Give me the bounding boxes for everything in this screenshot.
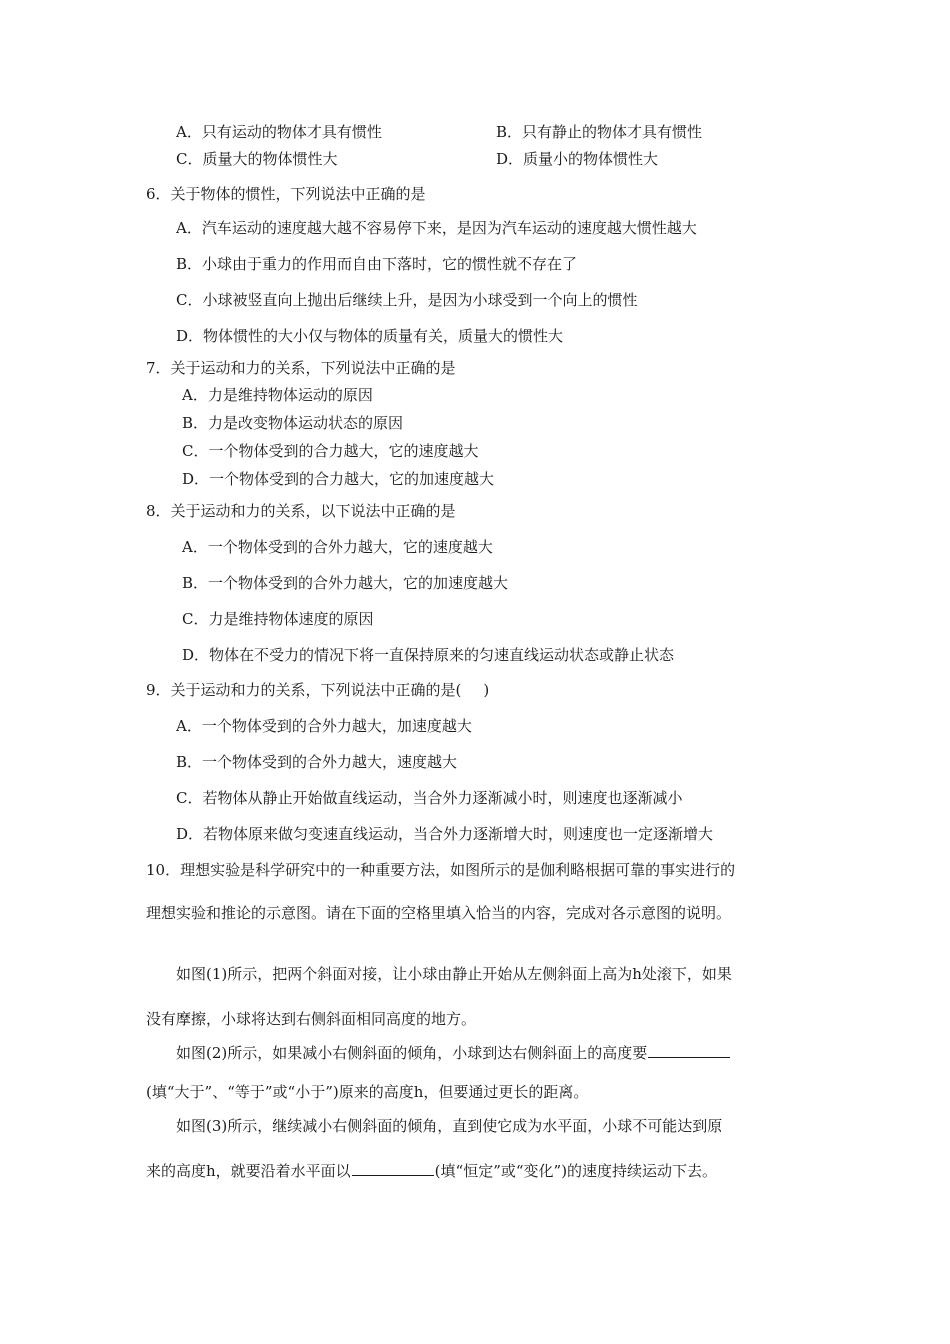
q8-option-b: B．一个物体受到的合外力越大，它的加速度越大 — [182, 574, 509, 592]
q10-para3-text-a: 来的高度h，就要沿着水平面以 — [146, 1162, 351, 1180]
q5-option-d: D．质量小的物体惯性大 — [496, 150, 659, 168]
q7-option-d: D．一个物体受到的合力越大，它的加速度越大 — [182, 470, 495, 488]
q9-option-c: C．若物体从静止开始做直线运动，当合外力逐渐减小时，则速度也逐渐减小 — [176, 789, 683, 807]
q8-stem: 8．关于运动和力的关系，以下说法中正确的是 — [146, 502, 456, 520]
q10-stem-line2: 理想实验和推论的示意图。请在下面的空格里填入恰当的内容，完成对各示意图的说明。 — [146, 904, 732, 922]
q9-stem-text: 9．关于运动和力的关系，下列说法中正确的是( — [146, 681, 462, 699]
q10-para3-line2 — [146, 1160, 717, 1181]
q6-option-b: B．小球由于重力的作用而自由下落时，它的惯性就不存在了 — [176, 255, 578, 273]
q10-para2-line1 — [176, 1042, 731, 1063]
q10-para3-line1: 如图(3)所示，继续减小右侧斜面的倾角，直到使它成为水平面，小球不可能达到原 — [176, 1117, 723, 1135]
fill-in-blank-2[interactable] — [352, 1160, 434, 1176]
q6-option-a: A．汽车运动的速度越大越不容易停下来，是因为汽车运动的速度越大惯性越大 — [176, 219, 697, 237]
q9-stem — [146, 680, 489, 700]
q5-option-a: A．只有运动的物体才具有惯性 — [176, 123, 382, 141]
q10-para2-text: 如图(2)所示，如果减小右侧斜面的倾角，小球到达右侧斜面上的高度要 — [176, 1044, 648, 1062]
q8-option-c: C．力是维持物体速度的原因 — [182, 610, 374, 628]
q9-option-a: A．一个物体受到的合外力越大，加速度越大 — [176, 717, 472, 735]
q7-option-c: C．一个物体受到的合力越大，它的速度越大 — [182, 442, 479, 460]
q9-option-d: D．若物体原来做匀变速直线运动，当合外力逐渐增大时，则速度也一定逐渐增大 — [176, 825, 714, 843]
q6-option-d: D．物体惯性的大小仅与物体的质量有关，质量大的惯性大 — [176, 327, 564, 345]
q9-option-b: B．一个物体受到的合外力越大，速度越大 — [176, 753, 458, 771]
q5-option-b: B．只有静止的物体才具有惯性 — [496, 123, 703, 141]
q10-para1-line2: 没有摩擦，小球将达到右侧斜面相同高度的地方。 — [146, 1010, 477, 1028]
q6-stem: 6．关于物体的惯性，下列说法中正确的是 — [146, 185, 426, 203]
q7-option-b: B．力是改变物体运动状态的原因 — [182, 414, 404, 432]
q7-stem: 7．关于运动和力的关系，下列说法中正确的是 — [146, 359, 456, 377]
q10-stem-line1: 10．理想实验是科学研究中的一种重要方法，如图所示的是伽利略根据可靠的事实进行的 — [146, 861, 736, 879]
q6-option-c: C．小球被竖直向上抛出后继续上升，是因为小球受到一个向上的惯性 — [176, 291, 638, 309]
q8-option-d: D．物体在不受力的情况下将一直保持原来的匀速直线运动状态或静止状态 — [182, 646, 675, 664]
q10-para2-line2: (填“大于”、“等于”或“小于”)原来的高度h，但要通过更长的距离。 — [146, 1083, 589, 1101]
q5-option-c: C．质量大的物体惯性大 — [176, 150, 338, 168]
q10-para1-line1: 如图(1)所示，把两个斜面对接，让小球由静止开始从左侧斜面上高为h处滚下，如果 — [176, 965, 732, 983]
q7-option-a: A．力是维持物体运动的原因 — [182, 386, 373, 404]
fill-in-blank-1[interactable] — [648, 1042, 730, 1058]
q8-option-a: A．一个物体受到的合外力越大，它的速度越大 — [182, 538, 493, 556]
q9-stem-close: ) — [483, 681, 490, 699]
q10-para3-text-b: (填“恒定”或“变化”)的速度持续运动下去。 — [434, 1162, 718, 1180]
